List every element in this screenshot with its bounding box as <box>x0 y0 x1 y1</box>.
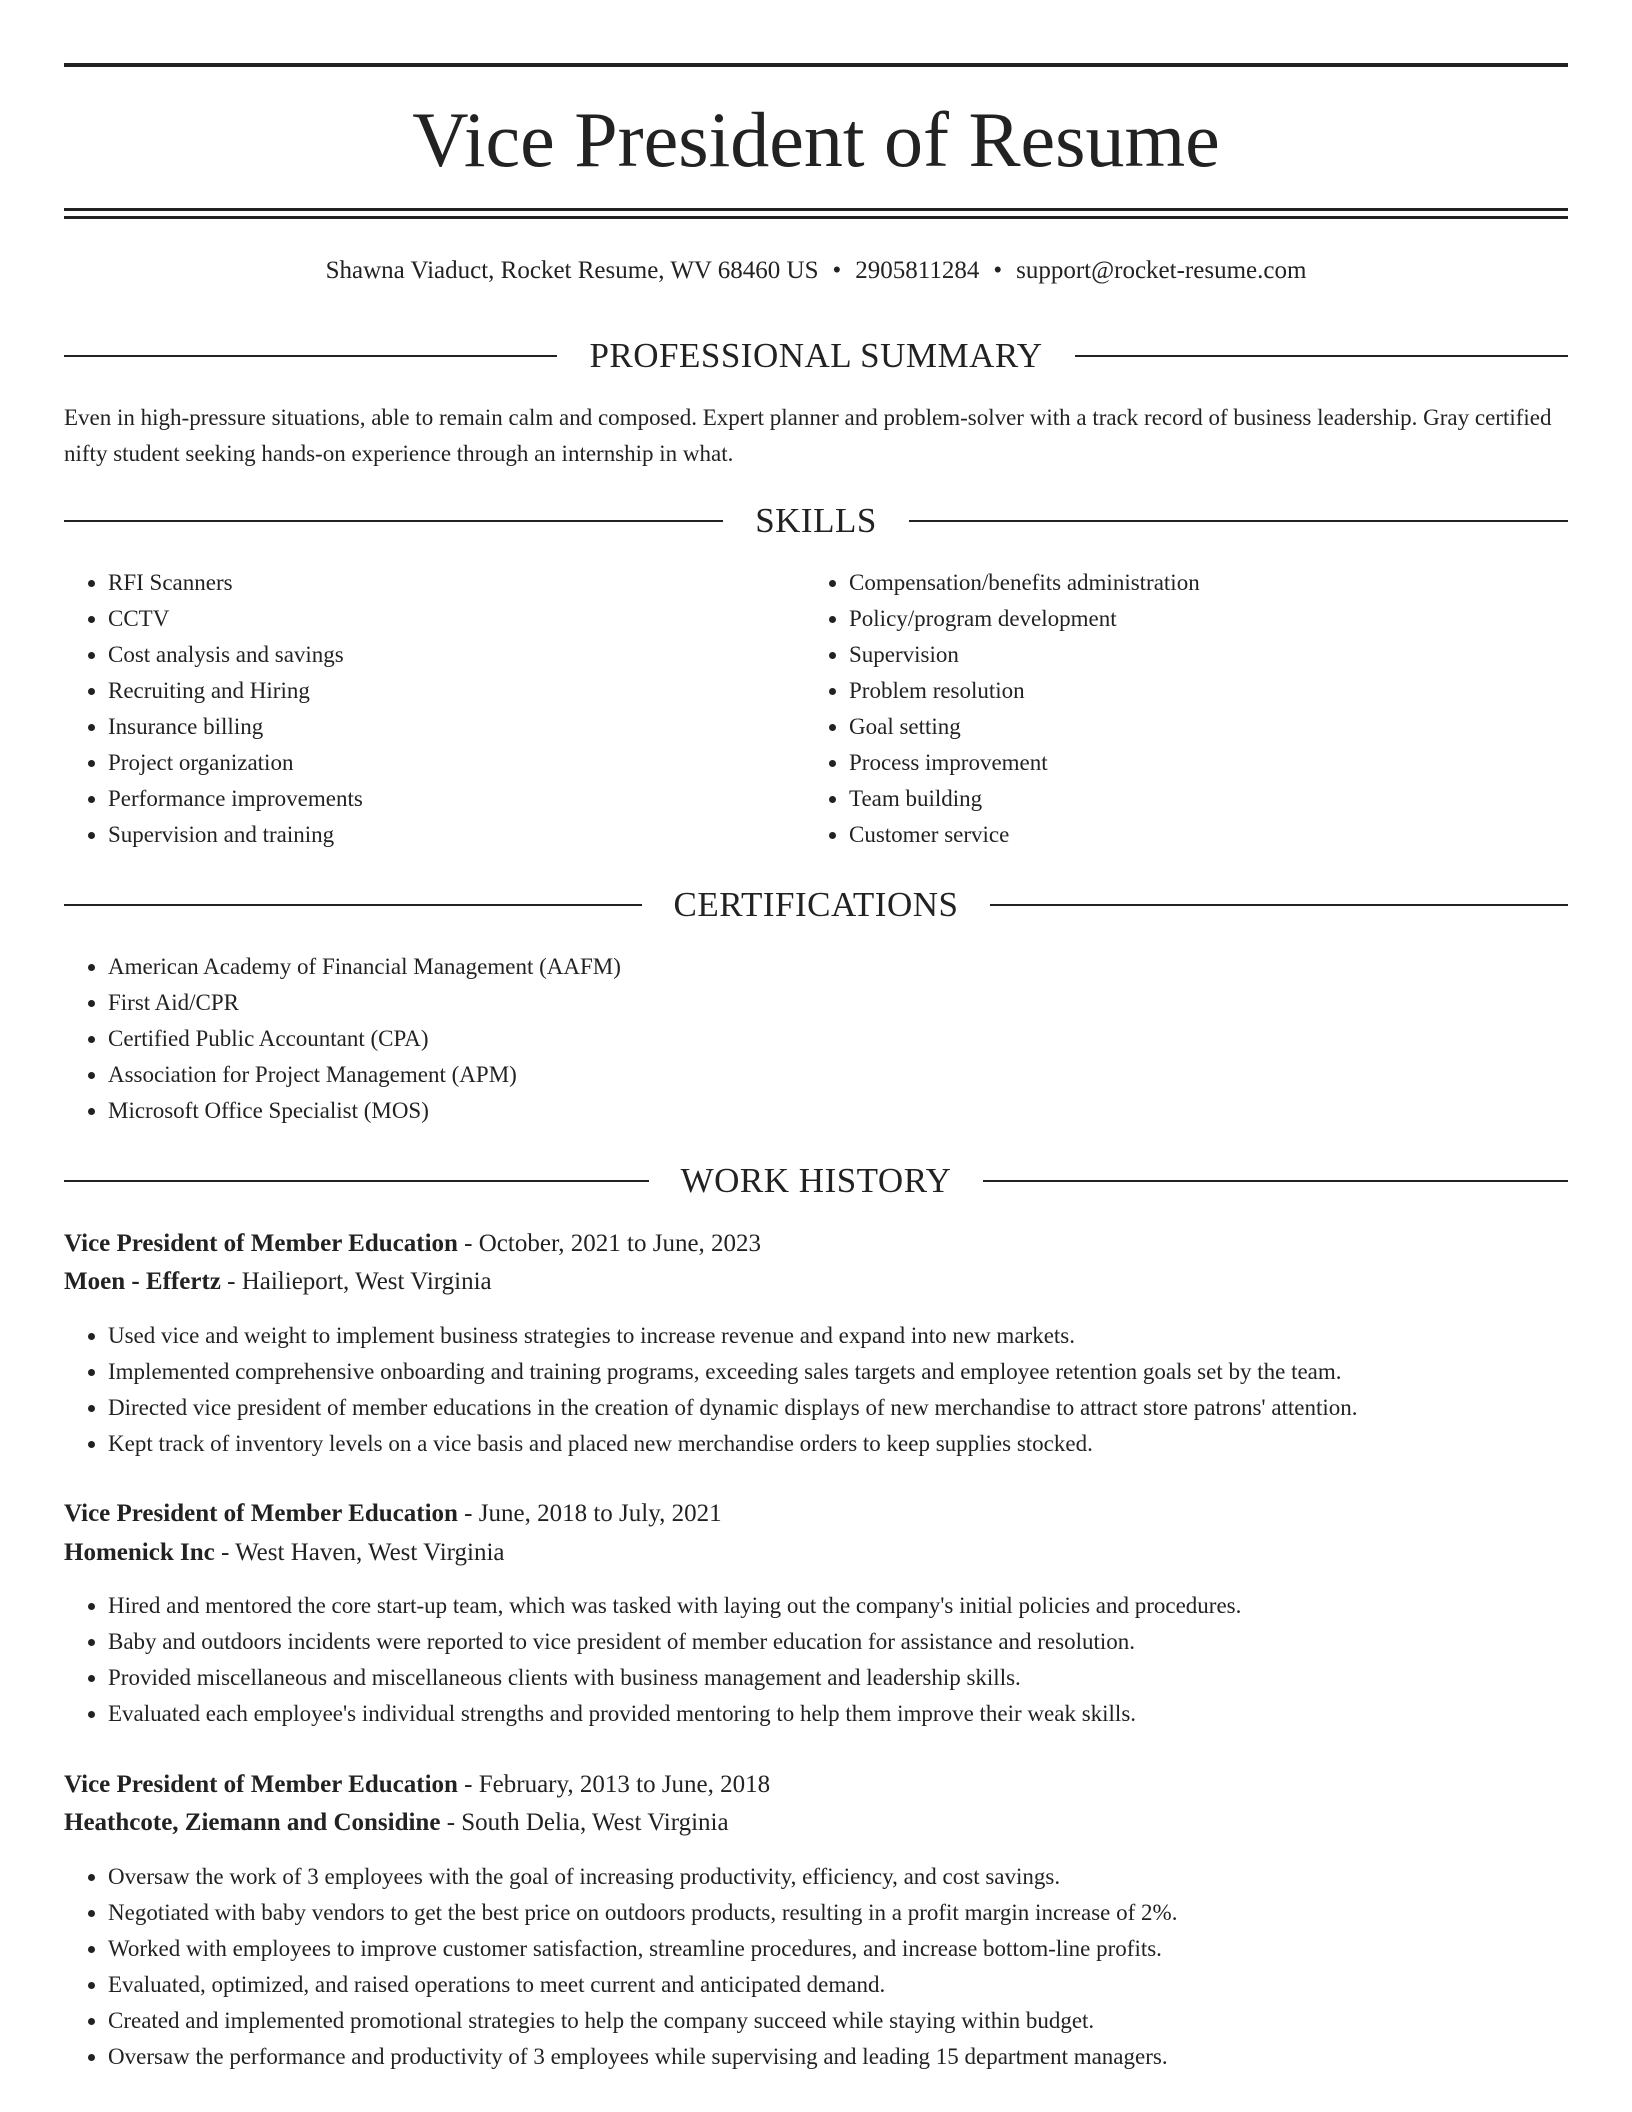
certifications-list <box>64 949 1608 1129</box>
list-item: • Evaluated each employee's individual strengths and provided mentoring to help them improve their weak skills. <box>108 1696 1618 1732</box>
contact-address: Shawna Viaduct, Rocket Resume, WV 68460 US <box>325 257 819 284</box>
job-company-line <box>64 1535 1568 1571</box>
section-title-summary: PROFESSIONAL SUMMARY <box>589 336 1043 375</box>
job-duties-list <box>64 1588 1618 1732</box>
list-item: • Goal setting <box>849 709 1609 745</box>
list-item: • Certified Public Accountant (CPA) <box>108 1021 1608 1057</box>
job-location: - Hailieport, West Virginia <box>220 1268 492 1295</box>
job-company: Moen - Effertz <box>64 1268 221 1295</box>
list-item: • Team building <box>849 781 1609 817</box>
job-company: Heathcote, Ziemann and Considine <box>64 1809 441 1836</box>
divider-line <box>64 355 557 357</box>
job-title: Vice President of Member Education <box>64 1500 458 1527</box>
job-dates: - October, 2021 to June, 2023 <box>457 1230 762 1257</box>
divider-line <box>64 904 642 906</box>
list-item: • Supervision <box>849 637 1609 673</box>
list-item: • Negotiated with baby vendors to get the best price on outdoors products, resulting in a profit margin increase of 2%. <box>108 1895 1618 1931</box>
contact-separator: • <box>832 257 842 284</box>
list-item: • CCTV <box>108 601 808 637</box>
list-item: • American Academy of Financial Management (AAFM) <box>108 949 1608 985</box>
list-item: • Association for Project Management (APM) <box>108 1057 1608 1093</box>
list-item: • Baby and outdoors incidents were reported to vice president of member education for assistance and resolution. <box>108 1624 1618 1660</box>
job-duties-list <box>64 1318 1618 1462</box>
section-header-skills <box>64 499 1568 543</box>
list-item: • Provided miscellaneous and miscellaneous clients with business management and leadership skills. <box>108 1660 1618 1696</box>
section-header-work-history <box>64 1159 1568 1203</box>
section-header-summary <box>64 334 1568 378</box>
job-dates: - June, 2018 to July, 2021 <box>457 1500 722 1527</box>
list-item: • Compensation/benefits administration <box>849 565 1609 601</box>
divider-line <box>909 520 1568 522</box>
skills-list-left <box>64 565 808 853</box>
list-item: • Implemented comprehensive onboarding and training programs, exceeding sales targets and employee retention goals set by the team. <box>108 1354 1618 1390</box>
list-item: • Performance improvements <box>108 781 808 817</box>
divider-line <box>64 520 723 522</box>
list-item: • First Aid/CPR <box>108 985 1608 1021</box>
contact-separator: • <box>993 257 1003 284</box>
header-top-rule <box>64 63 1568 67</box>
list-item: • Worked with employees to improve customer satisfaction, streamline procedures, and increase bottom-line profits. <box>108 1931 1618 1967</box>
header-bottom-rule-2 <box>64 216 1568 219</box>
page-title: Vice President of Resume <box>412 96 1220 183</box>
job-title-line <box>64 1496 1568 1532</box>
list-item: • Evaluated, optimized, and raised operations to meet current and anticipated demand. <box>108 1967 1618 2003</box>
divider-line <box>64 1180 649 1182</box>
list-item: • Kept track of inventory levels on a vice basis and placed new merchandise orders to keep supplies stocked. <box>108 1426 1618 1462</box>
contact-line <box>0 253 1632 289</box>
job-location: - West Haven, West Virginia <box>214 1539 505 1566</box>
summary-text: Even in high-pressure situations, able to remain calm and composed. Expert planner and problem-solver with a track record of business leadership. Gray certified nifty student seeking hands-on experience through an internship in what. <box>64 405 1552 466</box>
list-item: • Process improvement <box>849 745 1609 781</box>
job-title-line <box>64 1767 1568 1803</box>
section-title-certifications: CERTIFICATIONS <box>673 885 959 924</box>
contact-phone: 2905811284 <box>855 257 980 284</box>
list-item: • Customer service <box>849 817 1609 853</box>
divider-line <box>990 904 1568 906</box>
list-item: • Microsoft Office Specialist (MOS) <box>108 1093 1608 1129</box>
job-duties-list <box>64 1859 1618 2075</box>
section-header-certifications <box>64 883 1568 927</box>
list-item: • Used vice and weight to implement business strategies to increase revenue and expand into new markets. <box>108 1318 1618 1354</box>
job-company-line <box>64 1264 1568 1300</box>
list-item: • Hired and mentored the core start-up team, which was tasked with laying out the company's initial policies and procedures. <box>108 1588 1618 1624</box>
divider-line <box>983 1180 1568 1182</box>
list-item: • Oversaw the work of 3 employees with the goal of increasing productivity, efficiency, and cost savings. <box>108 1859 1618 1895</box>
job-title: Vice President of Member Education <box>64 1771 458 1798</box>
job-dates: - February, 2013 to June, 2018 <box>457 1771 771 1798</box>
list-item: • RFI Scanners <box>108 565 808 601</box>
contact-email: support@rocket-resume.com <box>1016 257 1307 284</box>
job-title-line <box>64 1226 1568 1262</box>
section-title-skills: SKILLS <box>755 501 877 540</box>
job-company: Homenick Inc <box>64 1539 215 1566</box>
job-title: Vice President of Member Education <box>64 1230 458 1257</box>
list-item: • Oversaw the performance and productivity of 3 employees while supervising and leading 15 department managers. <box>108 2039 1618 2075</box>
job-company-line <box>64 1805 1568 1841</box>
list-item: • Policy/program development <box>849 601 1609 637</box>
list-item: • Recruiting and Hiring <box>108 673 808 709</box>
list-item: • Cost analysis and savings <box>108 637 808 673</box>
list-item: • Project organization <box>108 745 808 781</box>
header-bottom-rule-1 <box>64 208 1568 211</box>
list-item: • Supervision and training <box>108 817 808 853</box>
section-title-work-history: WORK HISTORY <box>680 1161 952 1200</box>
list-item: • Insurance billing <box>108 709 808 745</box>
job-location: - South Delia, West Virginia <box>440 1809 729 1836</box>
list-item: • Directed vice president of member educations in the creation of dynamic displays of new merchandise to attract store patrons' attention. <box>108 1390 1618 1426</box>
list-item: • Problem resolution <box>849 673 1609 709</box>
divider-line <box>1075 355 1568 357</box>
skills-list-right <box>805 565 1609 853</box>
list-item: • Created and implemented promotional strategies to help the company succeed while staying within budget. <box>108 2003 1618 2039</box>
